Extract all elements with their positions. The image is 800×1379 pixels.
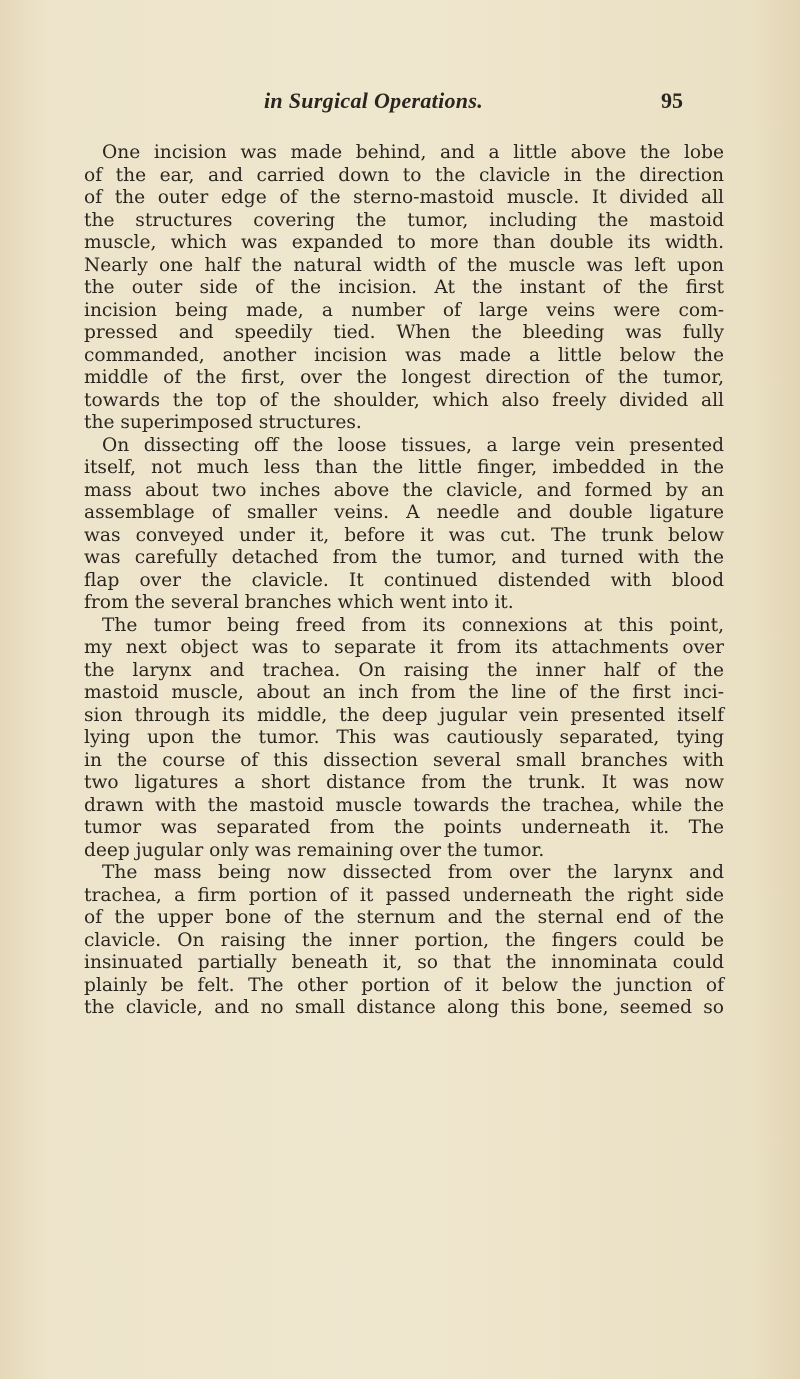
text-line: was conveyed under it, before it was cut. The trunk below [84,524,724,546]
page-header [0,88,800,118]
text-line: my next object was to separate it from its attachments over [84,637,724,658]
text-line: of the outer edge of the sterno-mastoid muscle. It divided all [84,187,724,208]
running-title: in Surgical Operations. [264,88,484,113]
text-line: the clavicle, and no small distance along this bone, seemed so [84,997,724,1018]
text-line: sion through its middle, the deep jugular vein presented itself [84,704,724,726]
text-line: lying upon the tumor. This was cautiously separated, tying [84,727,724,748]
text-line: the outer side of the incision. At the instant of the first [84,277,724,298]
body-text [84,142,724,1020]
text-line: flap over the clavicle. It continued distended with blood [84,569,724,591]
text-line: drawn with the mastoid muscle towards the trachea, while the [84,794,724,816]
text-line: mastoid muscle, about an inch from the line of the first inci- [84,682,724,703]
text-line: in the course of this dissection several small branches with [84,749,724,771]
text-line: from the several branches which went into it. [84,592,514,613]
text-line: commanded, another incision was made a little below the [84,344,724,366]
text-line: insinuated partially beneath it, so that the innominata could [84,952,724,973]
text-line: mass about two inches above the clavicle, and formed by an [84,479,724,501]
text-line: deep jugular only was remaining over the tumor. [84,839,545,861]
text-line: of the ear, and carried down to the clavicle in the direction [84,164,724,186]
text-line: muscle, which was expanded to more than double its width. [84,232,724,253]
text-line: clavicle. On raising the inner portion, the fingers could be [84,929,724,951]
text-line: itself, not much less than the little finger, imbedded in the [84,457,724,478]
text-line: The tumor being freed from its connexions at this point, [102,614,724,636]
text-line: the superimposed structures. [84,412,362,433]
text-line: the larynx and trachea. On raising the inner half of the [84,659,724,681]
text-line: The mass being now dissected from over the larynx and [102,862,724,883]
text-line: incision being made, a number of large veins were com- [84,299,724,321]
text-line: One incision was made behind, and a little above the lobe [102,142,724,163]
text-line: tumor was separated from the points underneath it. The [84,817,724,838]
text-line: two ligatures a short distance from the trunk. It was now [84,772,724,793]
text-line: pressed and speedily tied. When the bleeding was fully [84,322,724,343]
text-line: the structures covering the tumor, including the mastoid [84,209,724,231]
text-line: was carefully detached from the tumor, and turned with the [84,547,724,568]
text-line: middle of the first, over the longest direction of the tumor, [84,367,724,388]
text-line: assemblage of smaller veins. A needle and double ligature [84,502,724,523]
text-line: Nearly one half the natural width of the muscle was left upon [84,254,724,276]
text-line: towards the top of the shoulder, which also freely divided all [84,389,724,411]
text-line: trachea, a firm portion of it passed underneath the right side [84,884,724,906]
page-number: 95 [661,88,683,113]
text-line: plainly be felt. The other portion of it below the junction of [84,974,724,996]
text-line: On dissecting off the loose tissues, a large vein presented [102,434,724,456]
text-line: of the upper bone of the sternum and the sternal end of the [84,907,724,928]
